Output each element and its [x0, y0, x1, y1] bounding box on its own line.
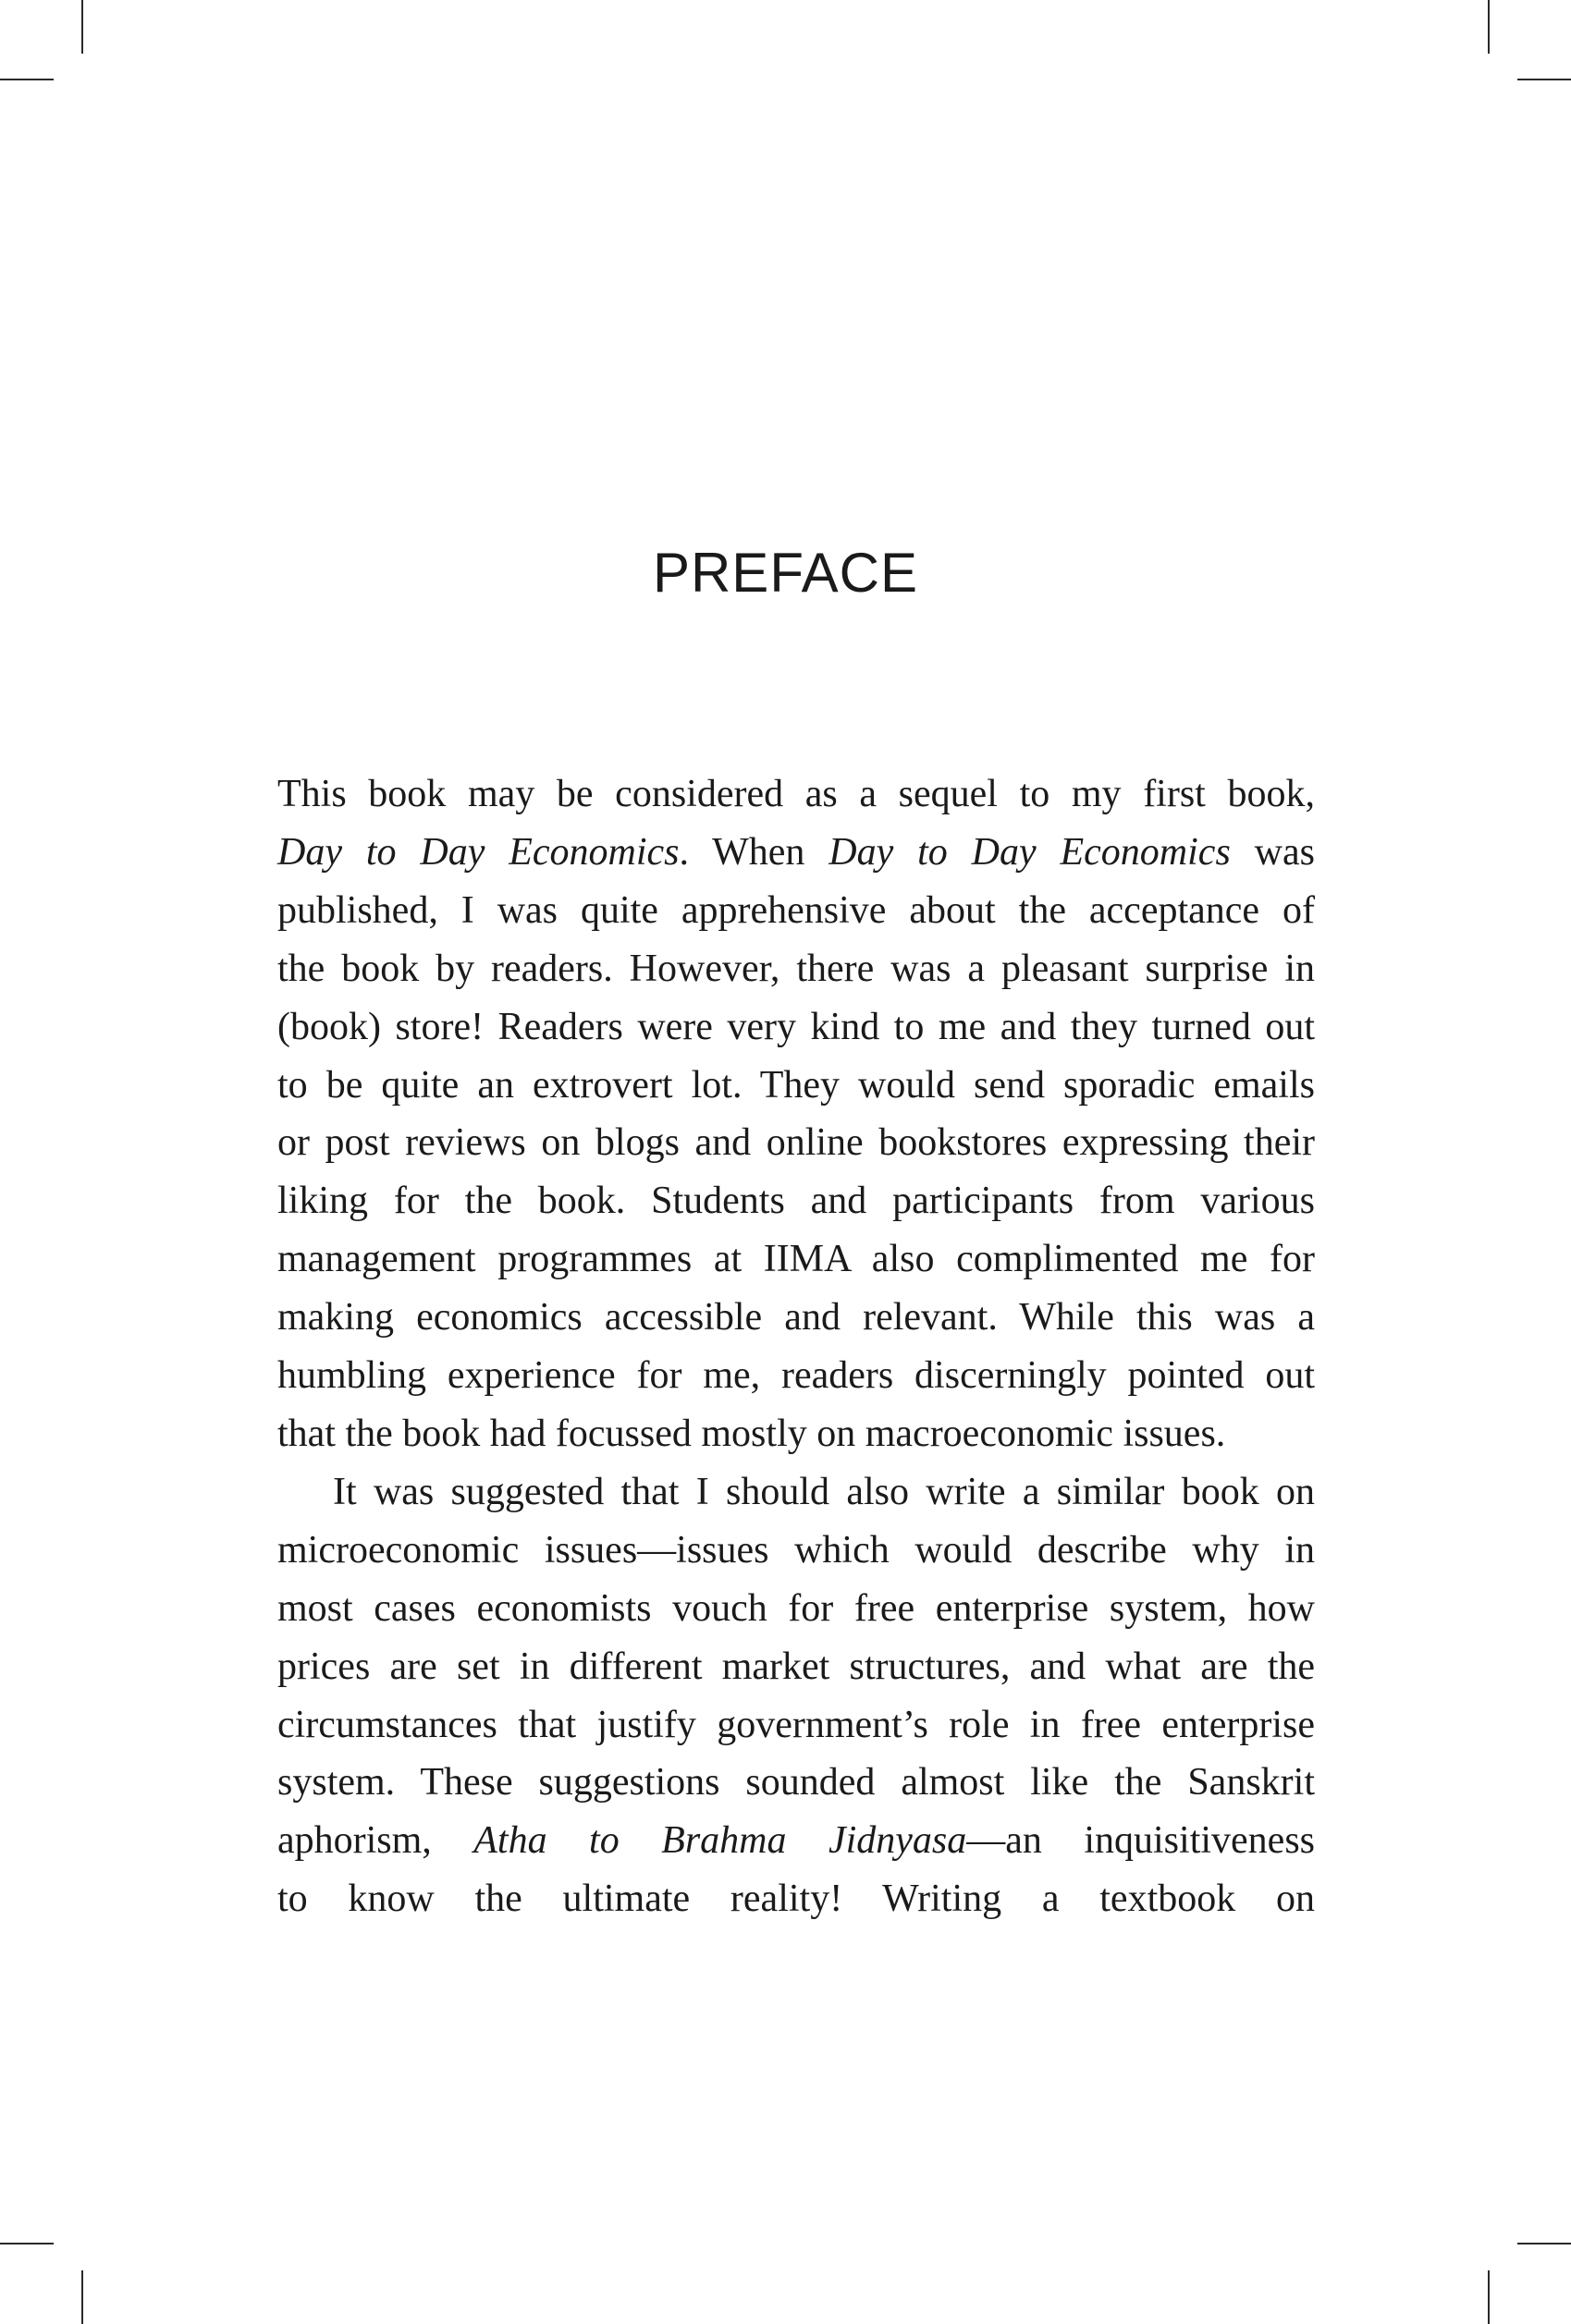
- crop-mark-bottom-right-horizontal: [1517, 2243, 1571, 2244]
- text-segment: most cases economists vouch for free enterprise system, how: [277, 1586, 1315, 1630]
- crop-mark-bottom-left-horizontal: [0, 2243, 54, 2244]
- page-title: PREFACE: [652, 542, 919, 604]
- text-line: [277, 1870, 1315, 1928]
- text-line: [277, 1463, 1315, 1522]
- text-line: [277, 824, 1315, 882]
- text-line: [277, 765, 1315, 824]
- text-line: [277, 1696, 1315, 1755]
- text-segment: prices are set in different market structures, and what are the: [277, 1645, 1315, 1688]
- text-segment: liking for the book. Students and participants from various: [277, 1180, 1315, 1223]
- crop-mark-top-left-horizontal: [0, 79, 54, 80]
- paragraph: [277, 1463, 1315, 1928]
- text-segment: making economics accessible and relevant. While this was a: [277, 1296, 1315, 1339]
- text-segment: —an inquisitiveness: [966, 1819, 1316, 1863]
- text-segment: to be quite an extrovert lot. They would send sporadic emails: [277, 1063, 1315, 1107]
- text-segment: to know the ultimate reality! Writing a textbook on: [277, 1878, 1315, 1921]
- italic-title: Day to Day Economics: [277, 830, 680, 874]
- text-segment: humbling experience for me, readers discerningly pointed out: [277, 1354, 1315, 1398]
- text-segment: microeconomic issues—issues which would describe why in: [277, 1528, 1315, 1572]
- crop-mark-top-right-vertical: [1488, 0, 1490, 54]
- text-segment: aphorism,: [277, 1819, 474, 1863]
- text-line: [277, 1172, 1315, 1230]
- crop-mark-bottom-right-vertical: [1488, 2270, 1490, 2324]
- text-segment: system. These suggestions sounded almost like the Sanskrit: [277, 1761, 1315, 1804]
- text-line: [277, 1405, 1315, 1463]
- text-segment: This book may be considered as a sequel to my first book,: [277, 773, 1315, 815]
- text-segment: that the book had focussed mostly on macroeconomic issues.: [277, 1412, 1226, 1455]
- text-segment: published, I was quite apprehensive about the acceptance of: [277, 888, 1315, 932]
- text-line: [277, 1230, 1315, 1289]
- text-line: [277, 998, 1315, 1057]
- paragraph: [277, 765, 1315, 1463]
- text-line: [277, 1522, 1315, 1580]
- text-line: [277, 940, 1315, 998]
- text-line: [277, 1057, 1315, 1115]
- italic-title: Atha to Brahma Jidnyasa: [473, 1819, 967, 1863]
- text-line: [277, 1812, 1315, 1870]
- text-segment: the book by readers. However, there was a pleasant surprise in: [277, 947, 1315, 990]
- text-segment: (book) store! Readers were very kind to me and they turned out: [277, 1005, 1315, 1048]
- text-segment: circumstances that justify government’s role in free enterprise: [277, 1703, 1315, 1746]
- text-line: [277, 1580, 1315, 1638]
- text-line: [277, 1754, 1315, 1812]
- text-segment: or post reviews on blogs and online bookstores expressing their: [277, 1121, 1315, 1165]
- preface-body: [277, 765, 1315, 1928]
- text-line: [277, 1347, 1315, 1405]
- text-segment: management programmes at IIMA also complimented me for: [277, 1238, 1315, 1281]
- text-segment: was: [1230, 830, 1315, 874]
- text-segment: . When: [679, 830, 829, 874]
- crop-mark-bottom-left-vertical: [81, 2270, 83, 2324]
- text-line: [277, 1289, 1315, 1347]
- crop-mark-top-right-horizontal: [1517, 79, 1571, 80]
- text-segment: It was suggested that I should also write a similar book on: [333, 1470, 1315, 1513]
- text-line: [277, 1114, 1315, 1172]
- text-line: [277, 882, 1315, 940]
- italic-title: Day to Day Economics: [828, 830, 1231, 874]
- crop-mark-top-left-vertical: [81, 0, 83, 54]
- text-line: [277, 1638, 1315, 1696]
